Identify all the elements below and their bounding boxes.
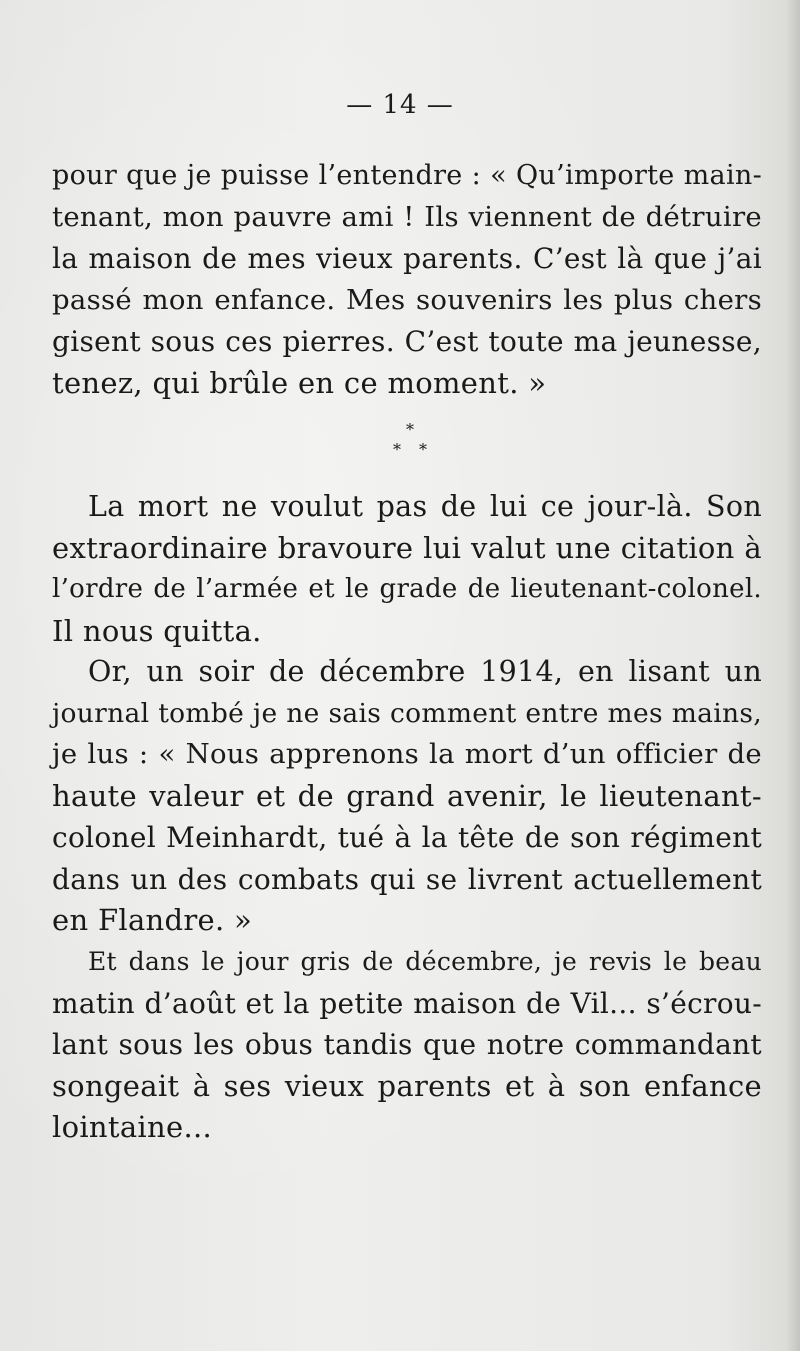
text-line: passé mon enfance. Mes souvenirs les plus chers [52, 283, 762, 316]
text-line: gisent sous ces pierres. C’est toute ma jeunesse, [52, 325, 762, 358]
asterism-separator [0, 418, 800, 468]
text-line: je lus : « Nous apprenons la mort d’un officier de [52, 738, 762, 770]
text-line: Or, un soir de décembre 1914, en lisant un [88, 655, 762, 688]
paragraph-3 [52, 651, 762, 942]
text-line: la maison de mes vieux parents. C’est là que j’ai [52, 242, 762, 275]
paragraph-2 [52, 486, 762, 652]
text-line: extraordinaire bravoure lui valut une citation à [52, 530, 762, 565]
text-line: dans un des combats qui se livrent actuellement [52, 862, 762, 896]
text-line: lointaine... [52, 1110, 212, 1144]
paragraph-4 [52, 941, 762, 1149]
text-line: haute valeur et de grand avenir, le lieutenant- [52, 778, 762, 813]
asterism-star: * [406, 420, 414, 439]
asterism-star: * [393, 440, 401, 459]
text-line: pour que je puisse l’entendre : « Qu’importe main- [52, 160, 762, 191]
page-edge-shadow [786, 0, 800, 1351]
page-number: — 14 — [346, 90, 454, 120]
text-line: matin d’août et la petite maison de Vil... s’écrou- [52, 986, 762, 1020]
text-line: lant sous les obus tandis que notre commandant [52, 1028, 762, 1061]
text-line: songeait à ses vieux parents et à son enfance [52, 1068, 762, 1103]
paragraph-1 [52, 155, 762, 404]
text-line: La mort ne voulut pas de lui ce jour-là. Son [88, 490, 762, 523]
text-line: Il nous quitta. [52, 613, 262, 648]
asterism-star: * [419, 440, 427, 459]
text-line: tenez, qui brûle en ce moment. » [52, 365, 547, 400]
text-line: colonel Meinhardt, tué à la tête de son régiment [52, 821, 762, 854]
text-line: Et dans le jour gris de décembre, je revis le beau [88, 947, 762, 976]
text-line: tenant, mon pauvre ami ! Ils viennent de détruire [52, 200, 762, 233]
text-line: l’ordre de l’armée et le grade de lieutenant-colonel. [52, 574, 762, 604]
text-line: en Flandre. » [52, 903, 253, 937]
text-line: journal tombé je ne sais comment entre mes mains, [52, 697, 762, 729]
